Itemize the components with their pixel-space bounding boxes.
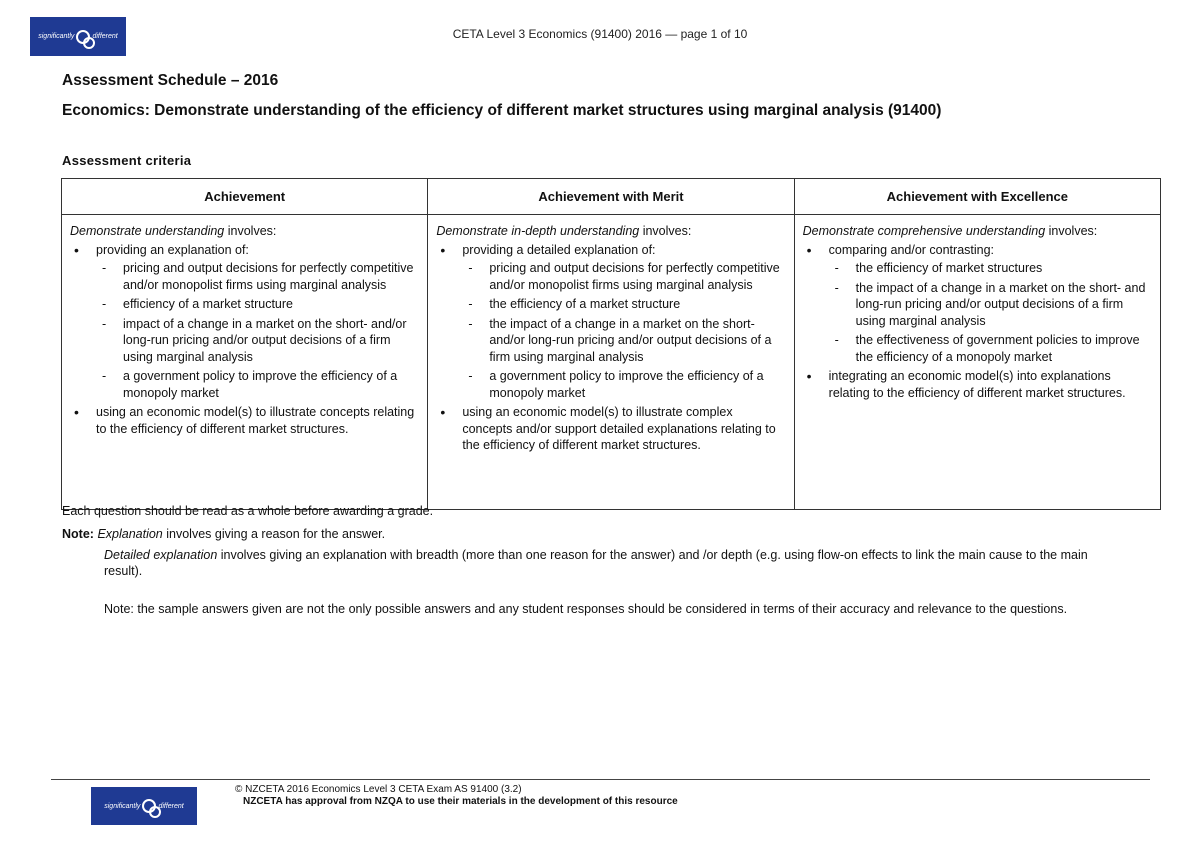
explanation-term: Explanation (97, 527, 163, 541)
dash-item: - pricing and output decisions for perfectly competitive and/or monopolist firms using marginal analysis (462, 260, 785, 293)
footer-copyright: © NZCETA 2016 Economics Level 3 CETA Exam AS 91400 (3.2) (235, 784, 522, 795)
bullet-text: comparing and/or contrasting: (828, 242, 995, 257)
cell-excellence (794, 215, 1160, 510)
lead-text (436, 223, 785, 240)
standard-title: Economics: Demonstrate understanding of the efficiency of different market structures using marginal analysis (91400) (62, 102, 942, 119)
criteria-heading: Assessment criteria (62, 153, 192, 168)
lead-emphasis: Demonstrate comprehensive understanding (802, 224, 1046, 238)
each-question-note: Each question should be read as a whole before awarding a grade. (62, 504, 434, 518)
lead-emphasis: Demonstrate understanding (70, 224, 225, 238)
lead-text (70, 223, 419, 240)
bullet-item (70, 404, 419, 437)
lead-rest: involves: (639, 224, 692, 238)
logo-text-left: significantly (104, 802, 141, 810)
logo-bottom (91, 787, 197, 825)
logo-text-right: different (92, 33, 118, 40)
sample-answers-note: Note: the sample answers given are not the only possible answers and any student responses should be considered in terms of their accuracy and relevance to the questions. (104, 602, 1068, 616)
lead-rest: involves: (1045, 224, 1098, 238)
dash-item: - a government policy to improve the efficiency of a monopoly market (96, 368, 419, 401)
bullet-item (436, 404, 785, 454)
bullet-text: using an economic model(s) to illustrate complex concepts and/or support detailed explanations relating to the efficiency of different market structures. (462, 405, 776, 452)
dash-item: - the impact of a change in a market on the short- and long-run pricing and/or output decisions of a firm using marginal analysis (829, 280, 1152, 330)
bullet-text: integrating an economic model(s) into explanations relating to the efficiency of different market structures. (828, 369, 1126, 400)
cell-merit (428, 215, 794, 510)
bullet-item (803, 242, 1152, 366)
footer-divider (51, 779, 1150, 780)
lead-emphasis: Demonstrate in-depth understanding (436, 224, 640, 238)
cell-achievement (62, 215, 428, 510)
logo-text-left: significantly (38, 33, 75, 40)
bullet-item (803, 368, 1152, 401)
note-label: Note: (62, 527, 94, 541)
explanation-definition: involves giving a reason for the answer. (162, 527, 386, 541)
bullet-text: providing an explanation of: (96, 242, 249, 257)
header-achievement: Achievement (62, 179, 428, 215)
dash-item: - the efficiency of a market structure (462, 296, 785, 313)
dash-item: - impact of a change in a market on the short- and/or long-run pricing and/or output decisions of a firm using marginal analysis (96, 316, 419, 366)
dash-item: - pricing and output decisions for perfectly competitive and/or monopolist firms using marginal analysis (96, 260, 419, 293)
bullet-list (436, 242, 785, 454)
footer-approval: NZCETA has approval from NZQA to use their materials in the development of this resource (243, 796, 678, 807)
bullet-item (70, 242, 419, 402)
header-excellence: Achievement with Excellence (794, 179, 1160, 215)
bullet-list (803, 242, 1152, 402)
schedule-title: Assessment Schedule – 2016 (62, 72, 279, 89)
dash-item: - the impact of a change in a market on the short- and/or long-run pricing and/or output decisions of a firm using marginal analysis (462, 316, 785, 366)
dash-item: - the effectiveness of government policies to improve the efficiency of a monopoly market (829, 332, 1152, 365)
dash-item: - efficiency of a market structure (96, 296, 419, 313)
criteria-header-row (62, 179, 1161, 215)
criteria-body-row (62, 215, 1161, 510)
detailed-explanation-note (104, 547, 1124, 579)
bullet-item (436, 242, 785, 402)
bullet-text: providing a detailed explanation of: (462, 242, 656, 257)
logo-text-right: different (158, 802, 184, 810)
dash-item: - a government policy to improve the efficiency of a monopoly market (462, 368, 785, 401)
dash-list (96, 260, 419, 401)
detailed-term: Detailed explanation (104, 548, 218, 562)
explanation-note (62, 526, 385, 542)
dash-list (462, 260, 785, 401)
dash-list (829, 260, 1152, 365)
header-merit: Achievement with Merit (428, 179, 794, 215)
running-header: CETA Level 3 Economics (91400) 2016 — page 1 of 10 (452, 27, 748, 41)
detailed-definition: involves giving an explanation with breadth (more than one reason for the answer) and /or depth (e.g. using flow-on effects to link the main cause to the main result). (104, 548, 1088, 578)
chain-link-icon (142, 799, 156, 813)
dash-item: - the efficiency of market structures (829, 260, 1152, 277)
bullet-text: using an economic model(s) to illustrate concepts relating to the efficiency of different market structures. (96, 405, 415, 436)
lead-rest: involves: (224, 224, 277, 238)
lead-text (803, 223, 1152, 240)
bullet-list (70, 242, 419, 438)
criteria-table (61, 178, 1161, 510)
